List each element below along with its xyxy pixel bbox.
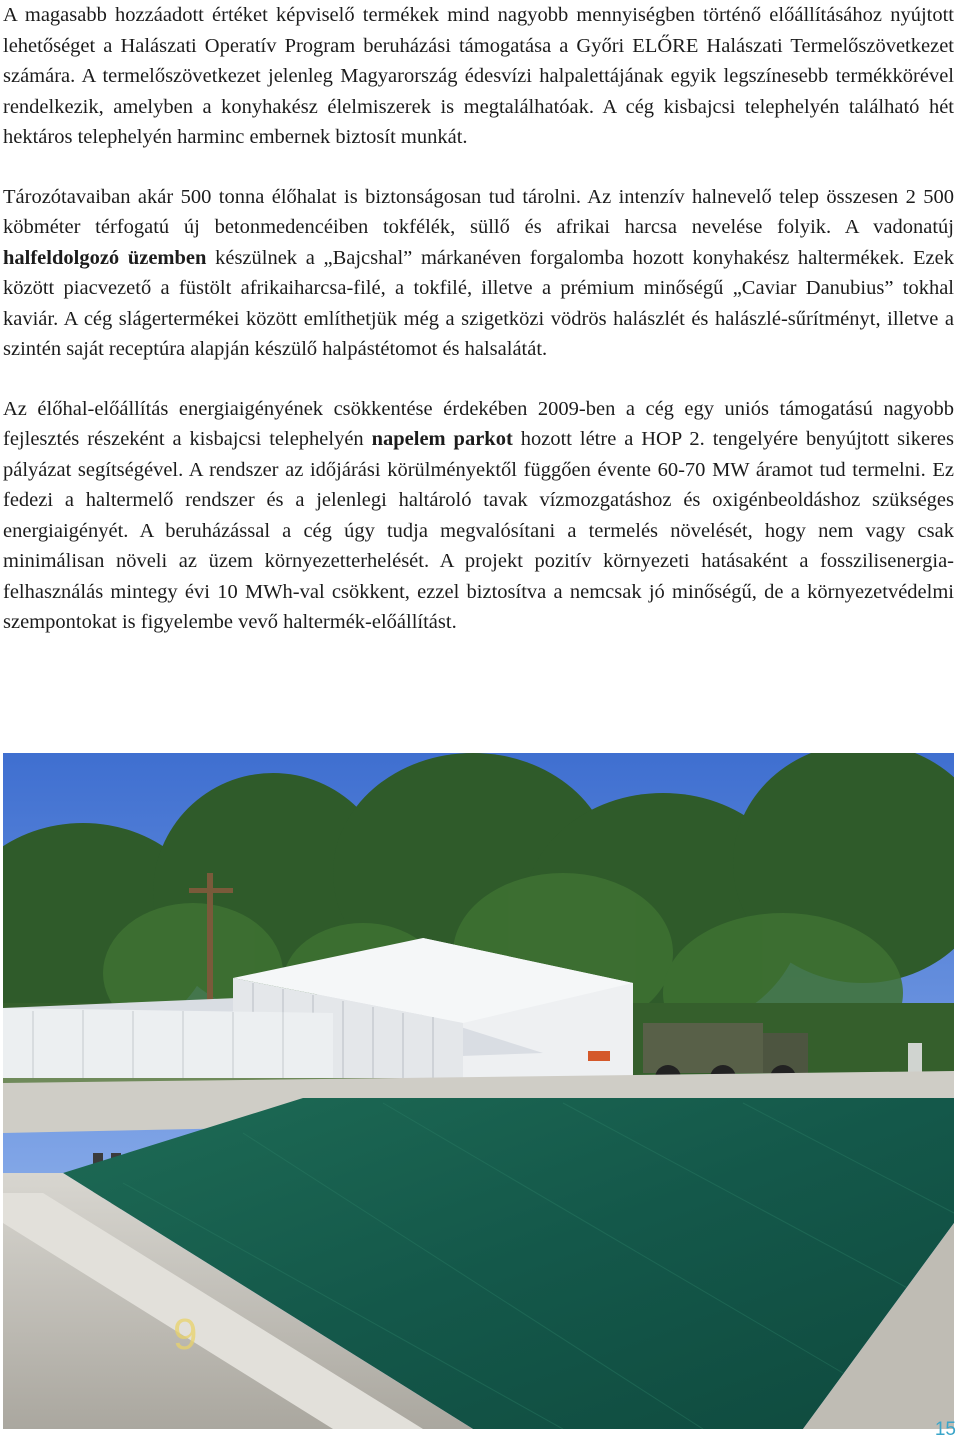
paragraph-storage bbox=[3, 182, 954, 365]
page-number: 15 bbox=[934, 1419, 956, 1440]
paragraph-solar bbox=[3, 394, 954, 638]
paragraph-solar-text-b: hozott létre a HOP 2. tengelyére benyújtott sikeres pályázat segítségével. A rendszer az időjárási körülményektől függően évente 60-70 MW áramot tud termelni. Ez fedezi a haltermelő rendszer és a jelenlegi haltároló tavak vízmozgatáshoz és oxigénbeoldáshoz szükséges energiaigényét. A beruházással a cég úgy tudja megvalósítani a termelés növelését, hogy nem vagy csak minimálisan növeli az üzem környezetterhelését. A projekt pozitív környezeti hatásaként a fosszilisenergia-felhasználás mintegy évi 10 MWh-val csökkent, ezzel biztosítva a nemcsak jó minőségű, de a környezetvédelmi szempontokat is figyelembe vevő haltermék-előállítást. bbox=[3, 428, 954, 633]
paragraph-storage-bold: halfeldolgozó üzemben bbox=[3, 246, 207, 269]
paragraph-storage-text-a: Tározótavaiban akár 500 tonna élőhalat is biztonságosan tud tárolni. Az intenzív halnevelő telep összesen 2 500 köbméter térfogatú új betonmedencéiben tokfélék, süllő és afrikai harcsa nevelése folyik. A vadonatúj bbox=[3, 185, 954, 238]
paragraph-solar-bold: napelem parkot bbox=[371, 428, 513, 450]
paragraph-intro-text: A magasabb hozzáadott értéket képviselő termékek mind nagyobb mennyiségben történő előállításához nyújtott lehetőséget a Halászati Operatív Program beruházási támogatása a Győri ELŐRE Halászati Termelőszövetkezet számára. A termelőszövetkezet jelenleg Magyarország édesvízi halpalettájának egyik legszínesebb termékkörével rendelkezik, amelyben a konyhakész élelmiszerek is megtalálhatóak. A cég kisbajcsi telephelyén található hét hektáros telephelyén harminc embernek biztosít munkát. bbox=[3, 4, 954, 148]
article-text bbox=[3, 0, 954, 638]
tank-number-digit: 9 bbox=[173, 1310, 198, 1359]
fish-farm-photo bbox=[3, 753, 954, 1429]
paragraph-storage-text-b: készülnek a „Bajcshal” márkanéven forgalomba hozott konyhakész haltermékek. Ezek között piacvezető a füstölt afrikaiharcsa-filé, a tokfilé, illetve a prémium minőségű „Caviar Danubius” tokhal kaviár. A cég slágertermékei között említhetjük még a szigetközi vödrös halászlét és halászlé-sűrítményt, illetve a szintén saját receptúra alapján készülő halpástétomot és halsalátát. bbox=[3, 246, 954, 360]
paragraph-solar-text-a: Az élőhal-előállítás energiaigényének csökkentése érdekében 2009-ben a cég egy uniós támogatású nagyobb fejlesztés részeként a kisbajcsi telephelyén bbox=[3, 397, 954, 450]
paragraph-intro bbox=[3, 0, 954, 153]
